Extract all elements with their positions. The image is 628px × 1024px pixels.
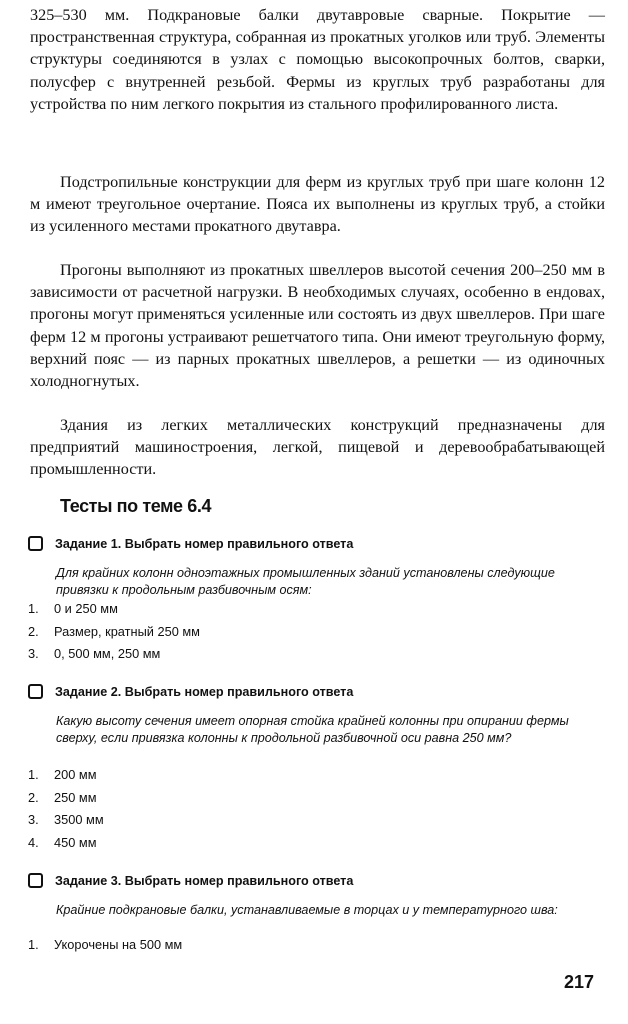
answer-number: 2.	[28, 623, 39, 639]
task-2-heading	[28, 684, 353, 699]
answer-number: 1.	[28, 601, 39, 616]
paragraph-2: Подстропильные конструкции для ферм из круглых труб при шаге колонн 12 м имеют треугольное очертание. Пояса их выполнены из круглых труб, а стойки из усиленного местами прокатного двутавра.	[30, 173, 605, 236]
paragraph-1: 325–530 мм. Подкрановые балки двутавровые сварные. Покрытие — пространственная структура, собранная из прокатных уголков или труб. Элементы структуры соединяются в узлах с помощью высокопрочных болтов, сварки, полусфер с внутренней резьбой. Фермы из круглых труб разработаны для устройства по ним легкого покрытия из стального профилированного листа.	[30, 6, 605, 113]
task-2-answers	[28, 764, 104, 854]
answer-text: Размер, кратный 250 мм	[54, 623, 200, 639]
checkbox-icon	[28, 536, 43, 551]
task-1-heading	[28, 536, 353, 551]
task-1-question: Для крайних колонн одноэтажных промышленных зданий установлены следующие привязки к продольным разбивочным осям:	[56, 566, 555, 597]
answer-text: 0 и 250 мм	[54, 601, 118, 616]
answer-item	[28, 934, 182, 957]
paragraph-4: Здания из легких металлических конструкций предназначены для предприятий машиностроения, легкой, пищевой и деревообрабатывающей промышленности.	[30, 416, 605, 479]
answer-text: 450 мм	[54, 834, 97, 850]
task-3-heading	[28, 873, 353, 888]
answer-item	[28, 598, 200, 621]
answer-item	[28, 809, 104, 832]
answer-text: 0, 500 мм, 250 мм	[54, 646, 161, 661]
task-2-heading-text: Задание 2. Выбрать номер правильного ответа	[55, 684, 354, 699]
task-3-answers	[28, 934, 182, 957]
answer-number: 2.	[28, 789, 39, 805]
answer-number: 3.	[28, 646, 39, 661]
page-number: 217	[564, 972, 595, 992]
answer-number: 1.	[28, 767, 39, 782]
answer-text: 3500 мм	[54, 812, 104, 827]
checkbox-icon	[28, 684, 43, 699]
answer-item	[28, 764, 104, 787]
task-3-question: Крайние подкрановые балки, устанавливаемые в торцах и у температурного шва:	[56, 903, 558, 917]
answer-text: 200 мм	[54, 767, 97, 782]
answer-item	[28, 787, 104, 810]
answer-text: Укорочены на 500 мм	[54, 937, 183, 952]
answer-item	[28, 643, 200, 666]
answer-item	[28, 832, 104, 855]
answer-item	[28, 621, 200, 644]
checkbox-icon	[28, 873, 43, 888]
paragraph-3: Прогоны выполняют из прокатных швеллеров высотой сечения 200–250 мм в зависимости от расчетной нагрузки. В необходимых случаях, особенно в ендовах, прогоны могут применяться усиленные или состоять из двух швеллеров. При шаге ферм 12 м прогоны устраивают решетчатого типа. Они имеют треугольную форму, верхний пояс — из парных прокатных швеллеров, а решетки — из одиночных холодногнутых.	[30, 261, 605, 391]
answer-number: 1.	[28, 937, 39, 952]
answer-number: 3.	[28, 812, 39, 827]
task-3-heading-text: Задание 3. Выбрать номер правильного ответа	[55, 873, 354, 888]
answer-text: 250 мм	[54, 789, 97, 805]
section-title: Тесты по теме 6.4	[60, 496, 212, 516]
task-1-heading-text: Задание 1. Выбрать номер правильного ответа	[55, 536, 354, 551]
answer-number: 4.	[28, 834, 39, 850]
task-2-question: Какую высоту сечения имеет опорная стойка крайней колонны при опирании фермы сверху, если привязка колонны к продольной разбивочной оси равна 250 мм?	[56, 714, 569, 745]
task-1-answers	[28, 598, 200, 666]
